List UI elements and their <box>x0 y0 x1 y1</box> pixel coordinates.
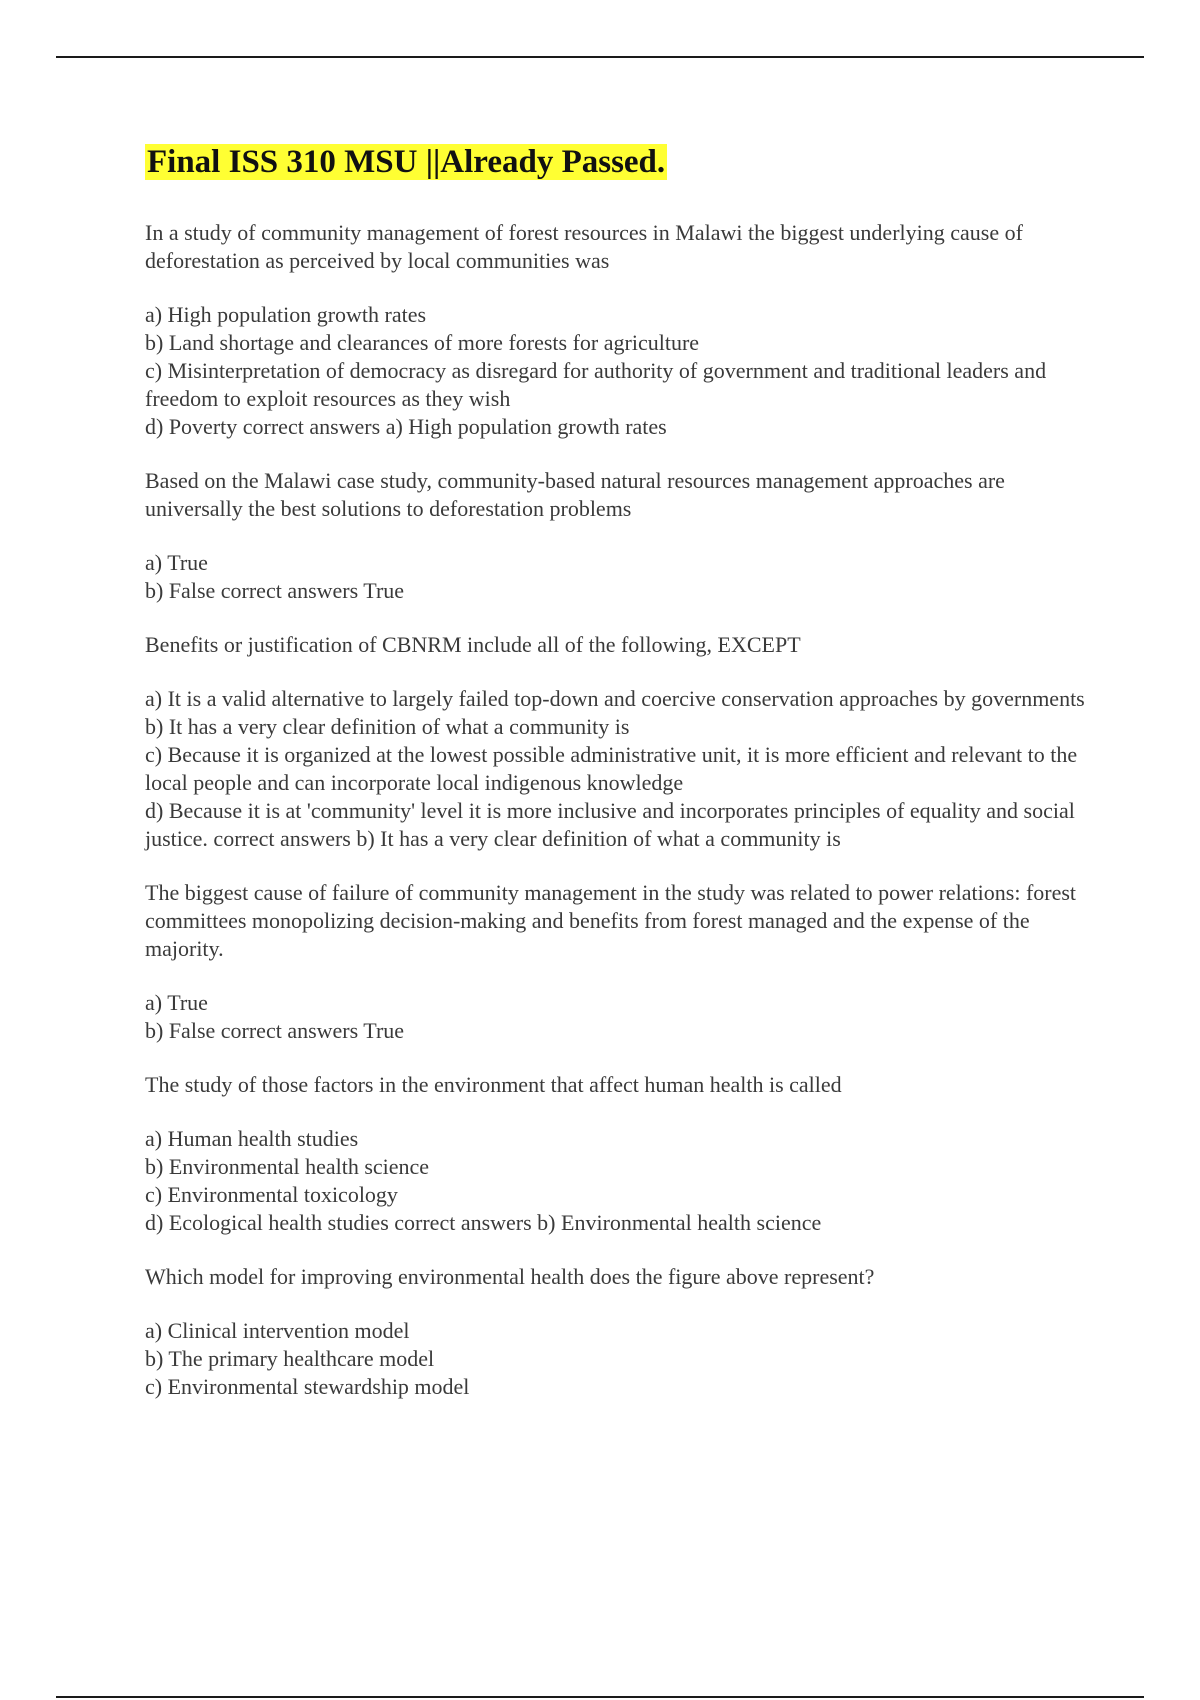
option-item: b) The primary healthcare model <box>145 1345 435 1371</box>
option-list <box>145 1317 1095 1401</box>
question-text: The study of those factors in the environment that affect human health is called <box>145 1071 842 1097</box>
top-rule <box>56 56 1144 58</box>
question-block <box>145 1263 1095 1401</box>
question-text: In a study of community management of forest resources in Malawi the biggest underlying cause of deforestation as perceived by local communities was <box>145 219 1023 273</box>
option-list <box>145 1125 1095 1237</box>
question-block <box>145 631 1095 853</box>
option-item: b) It has a very clear definition of what a community is <box>145 713 630 739</box>
question-block <box>145 467 1095 605</box>
option-list <box>145 685 1095 853</box>
option-item-with-answer: d) Poverty correct answers a) High population growth rates <box>145 413 667 439</box>
option-list <box>145 989 1095 1045</box>
document-body <box>145 143 1095 1427</box>
option-item-with-answer: b) False correct answers True <box>145 1017 405 1043</box>
question-block <box>145 219 1095 441</box>
option-item: a) True <box>145 549 208 575</box>
bottom-rule <box>56 1696 1144 1698</box>
option-item-with-answer: b) False correct answers True <box>145 577 405 603</box>
document-title <box>145 143 1095 183</box>
question-text: The biggest cause of failure of community management in the study was related to power relations: forest committees monopolizing decision-making and benefits from forest managed and the expense of the majority. <box>145 879 1077 961</box>
option-item: a) Clinical intervention model <box>145 1317 410 1343</box>
question-block <box>145 1071 1095 1237</box>
option-item: a) Human health studies <box>145 1125 359 1151</box>
option-list <box>145 301 1095 441</box>
option-item: c) Environmental toxicology <box>145 1181 398 1207</box>
option-item: c) Environmental stewardship model <box>145 1373 470 1399</box>
highlighted-title-text: Final ISS 310 MSU ||Already Passed. <box>147 144 666 180</box>
question-text: Based on the Malawi case study, community-based natural resources management approaches are universally the best solutions to deforestation problems <box>145 467 1005 521</box>
option-item: c) Misinterpretation of democracy as disregard for authority of government and traditional leaders and freedom to exploit resources as they wish <box>145 357 1047 411</box>
option-item-with-answer: d) Because it is at 'community' level it is more inclusive and incorporates principles of equality and social justice. correct answers b) It has a very clear definition of what a community is <box>145 797 1075 851</box>
option-item-with-answer: d) Ecological health studies correct answers b) Environmental health science <box>145 1209 822 1235</box>
option-item: a) True <box>145 989 208 1015</box>
question-text: Which model for improving environmental health does the figure above represent? <box>145 1263 875 1289</box>
question-block <box>145 879 1095 1045</box>
option-list <box>145 549 1095 605</box>
option-item: b) Land shortage and clearances of more forests for agriculture <box>145 329 700 355</box>
option-item: c) Because it is organized at the lowest possible administrative unit, it is more efficient and relevant to the local people and can incorporate local indigenous knowledge <box>145 741 1078 795</box>
question-text: Benefits or justification of CBNRM include all of the following, EXCEPT <box>145 631 801 657</box>
option-item: a) It is a valid alternative to largely failed top-down and coercive conservation approaches by governments <box>145 685 1085 711</box>
option-item: a) High population growth rates <box>145 301 427 327</box>
option-item: b) Environmental health science <box>145 1153 430 1179</box>
